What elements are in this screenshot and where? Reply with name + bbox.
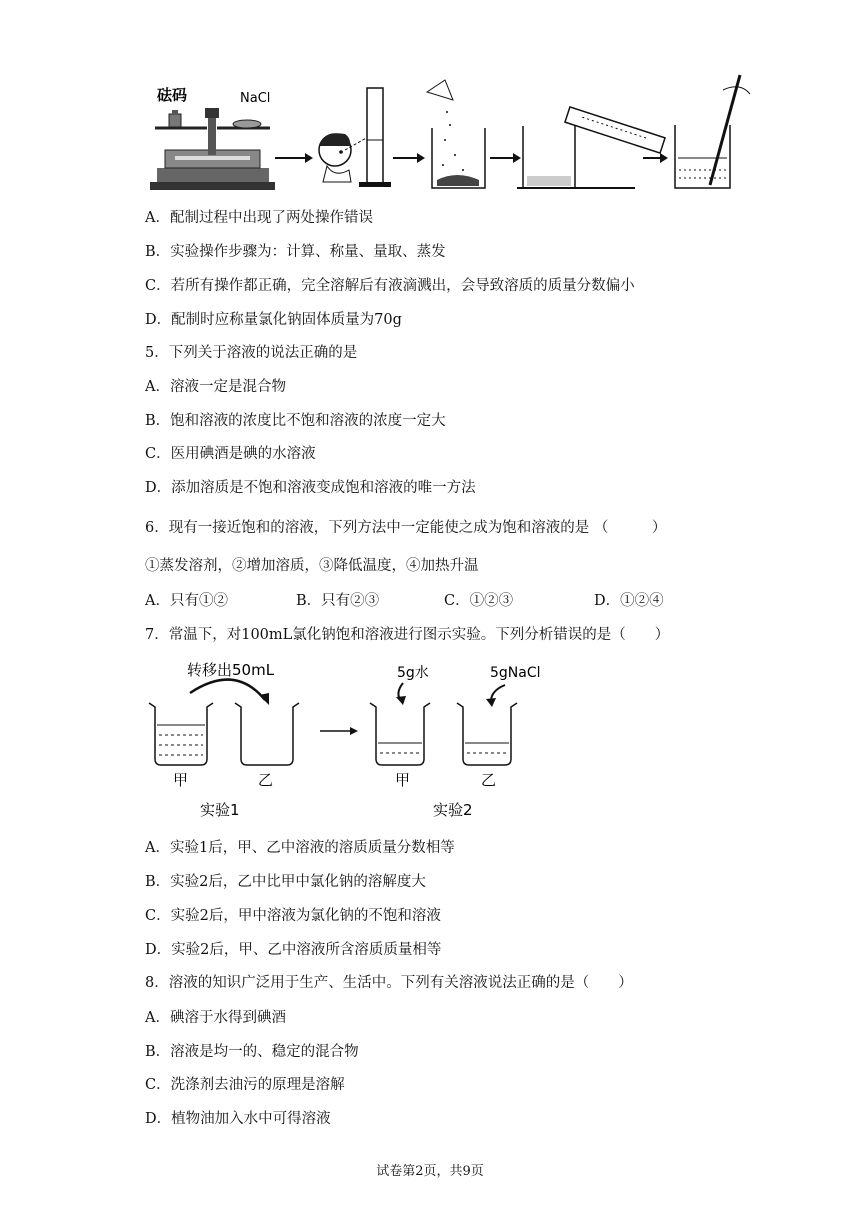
beaker-yi-exp2 — [457, 703, 517, 765]
beaker-jia-exp1 — [149, 703, 213, 765]
q5-option-c: C．医用碘酒是碘的水溶液 — [145, 446, 316, 462]
q7-option-a: A．实验1后，甲、乙中溶液的溶质质量分数相等 — [145, 840, 455, 856]
q5-option-a: A．溶液一定是混合物 — [145, 379, 286, 395]
balance-illustration — [150, 86, 275, 190]
q5-option-d: D．添加溶质是不饱和溶液变成饱和溶液的唯一方法 — [145, 480, 476, 496]
q4-option-a: A．配制过程中出现了两处操作错误 — [145, 210, 373, 226]
q6-option-a: A．只有①② — [145, 593, 228, 609]
q8-option-b: B．溶液是均一的、稳定的混合物 — [145, 1044, 359, 1060]
q5-option-b: B．饱和溶液的浓度比不饱和溶液的浓度一定大 — [145, 413, 446, 429]
q6-methods: ①蒸发溶剂，②增加溶质，③降低温度，④加热升温 — [145, 558, 479, 574]
exp1-label: 实验1 — [200, 801, 240, 819]
q7-option-c: C．实验2后，甲中溶液为氯化钠的不饱和溶液 — [145, 908, 441, 924]
q4-option-c: C．若所有操作都正确，完全溶解后有液滴溅出，会导致溶质的质量分数偏小 — [145, 278, 635, 294]
stirring-illustration — [675, 75, 750, 188]
page-footer: 试卷第2页，共9页 — [376, 1164, 484, 1179]
adding-solid-illustration — [427, 80, 485, 188]
q7-experiment-figure — [145, 655, 565, 825]
adding-water-illustration — [517, 107, 665, 188]
q5-stem: 5．下列关于溶液的说法正确的是 — [145, 345, 358, 361]
nacl-5g-label: 5gNaCl — [490, 665, 541, 681]
transfer-label: 转移出50mL — [187, 661, 275, 679]
weight-label: 砝码 — [157, 86, 188, 104]
beaker-yi-exp1 — [235, 703, 299, 765]
q4-option-d: D．配制时应称量氯化钠固体质量为70g — [145, 312, 402, 328]
q7-option-b: B．实验2后，乙中比甲中氯化钠的溶解度大 — [145, 874, 426, 890]
label-jia-1: 甲 — [173, 771, 189, 789]
solution-preparation-figure — [145, 70, 765, 195]
q6-stem: 6．现有一接近饱和的溶液，下列方法中一定能使之成为饱和溶液的是 （ ） — [145, 520, 667, 536]
label-jia-2: 甲 — [395, 771, 411, 789]
q7-option-d: D．实验2后，甲、乙中溶液所含溶质质量相等 — [145, 942, 442, 958]
reading-cylinder-illustration — [319, 88, 391, 187]
q7-stem: 7．常温下，对100mL氯化钠饱和溶液进行图示实验。下列分析错误的是（ ） — [145, 627, 670, 643]
label-yi-2: 乙 — [481, 771, 497, 789]
q4-option-b: B．实验操作步骤为：计算、称量、量取、蒸发 — [145, 244, 446, 260]
nacl-label: NaCl — [240, 91, 271, 106]
label-yi-1: 乙 — [258, 771, 274, 789]
q8-option-d: D．植物油加入水中可得溶液 — [145, 1111, 331, 1127]
q6-option-b: B．只有②③ — [296, 593, 380, 609]
q8-option-a: A．碘溶于水得到碘酒 — [145, 1010, 286, 1026]
beaker-jia-exp2 — [370, 703, 430, 765]
q8-stem: 8．溶液的知识广泛用于生产、生活中。下列有关溶液说法正确的是（ ） — [145, 975, 633, 991]
q8-option-c: C．洗涤剂去油污的原理是溶解 — [145, 1077, 345, 1093]
water-label: 5g水 — [397, 665, 429, 681]
q6-option-c: C．①②③ — [444, 593, 514, 609]
exp2-label: 实验2 — [433, 801, 473, 819]
q6-option-d: D．①②④ — [594, 593, 664, 609]
